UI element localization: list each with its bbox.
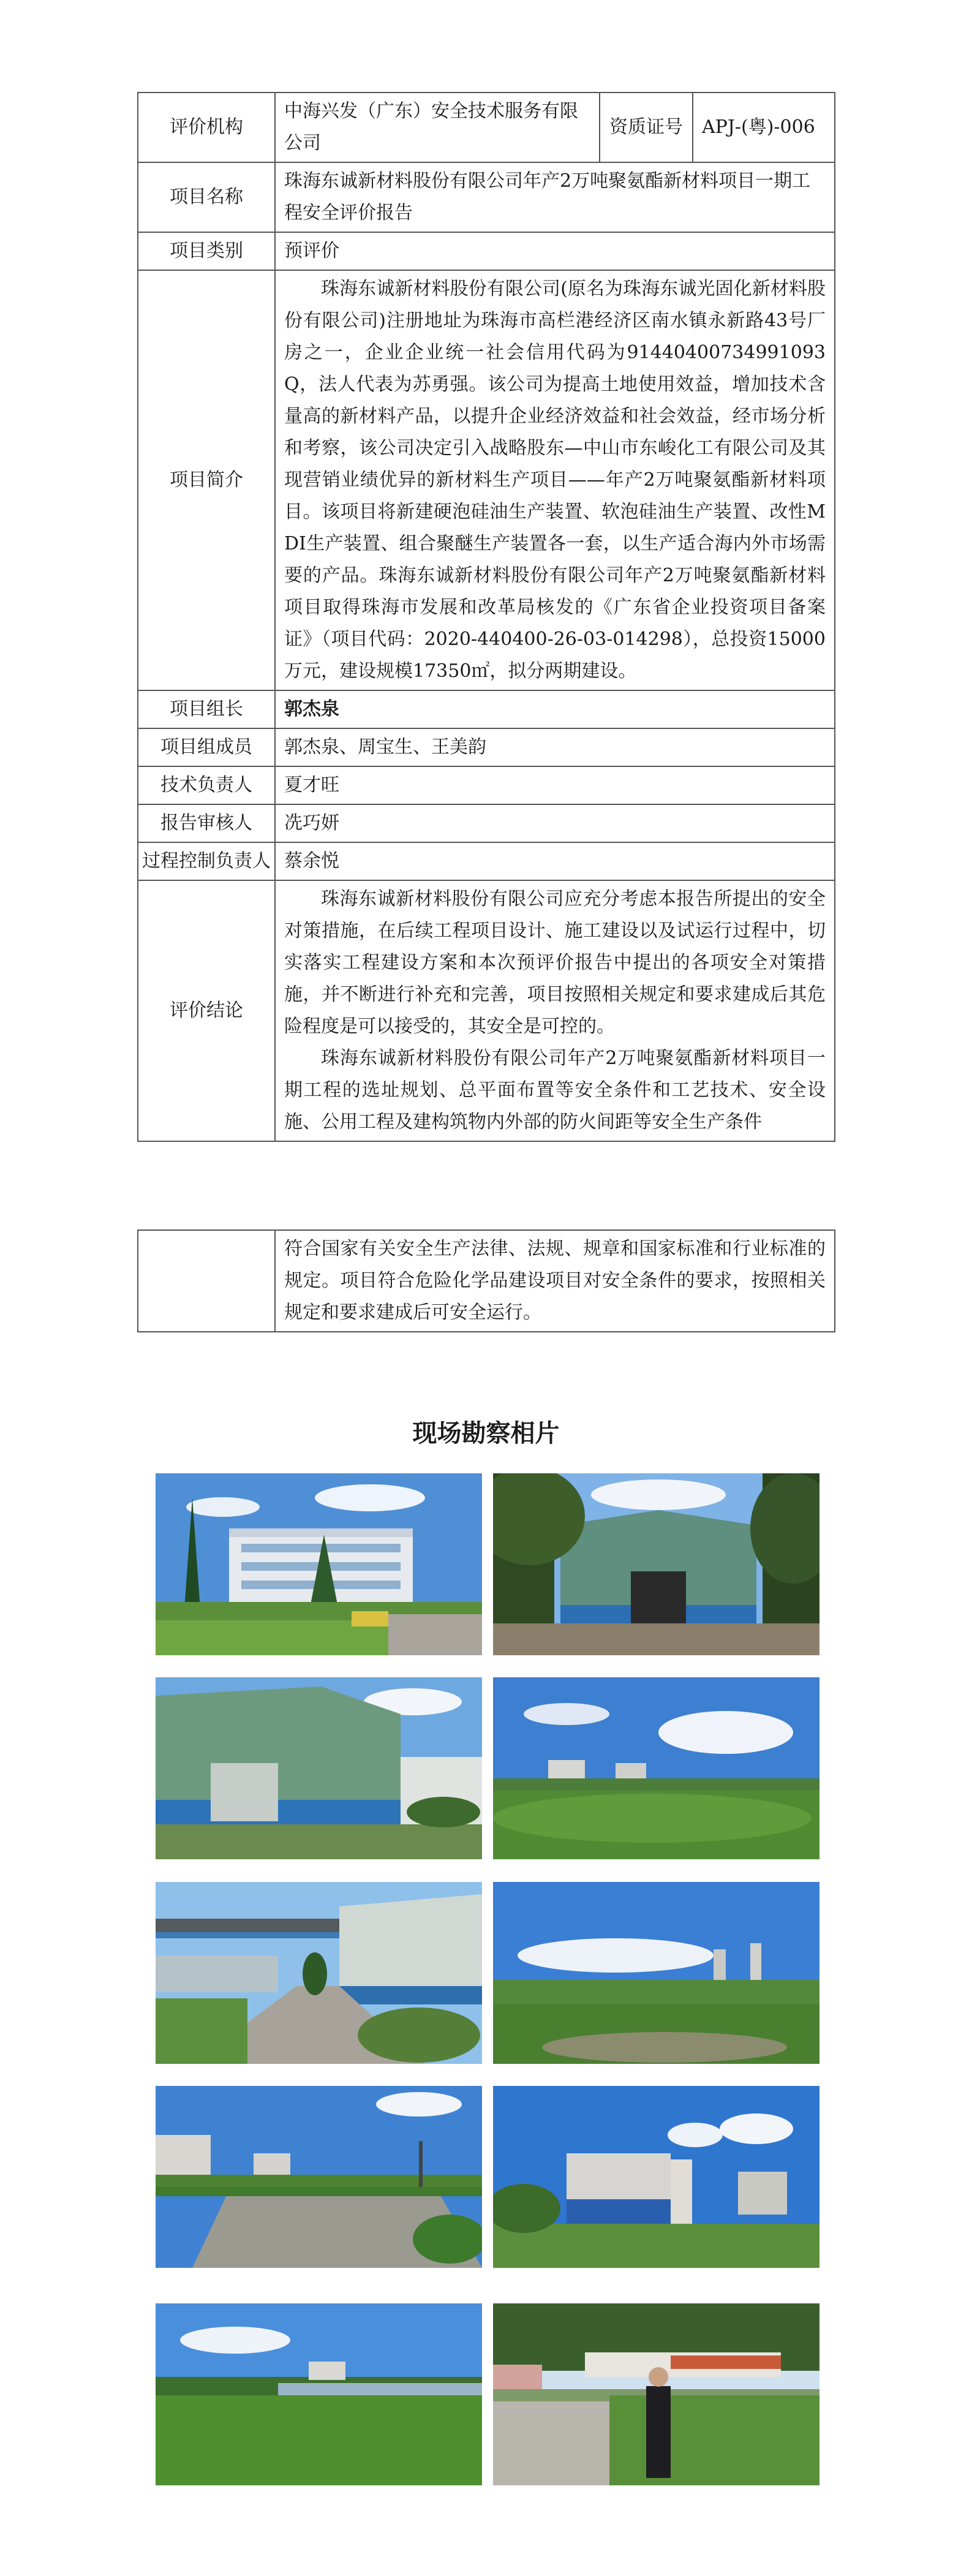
site-photo — [156, 1677, 482, 1859]
intro-text: 珠海东诚新材料股份有限公司(原名为珠海东诚光固化新材料股份有限公司)注册地址为珠海市高栏港经济区南水镇永新路43号厂房之一，企业企业统一社会信用代码为91440400734991093Q，法人代表为苏勇强。该公司为提高土地使用效益，增加技术含量高的新材料产品，以提升企业经济效益和社会效益，经市场分析和考察，该公司决定引入战略股东—中山市东峻化工有限公司及其现营销业绩优异的新材料生产项目——年产2万吨聚氨酯新材料项目。该项目将新建硬泡硅油生产装置、软泡硅油生产装置、改性MDI生产装置、组合聚醚生产装置各一套，以生产适合海内外市场需要的产品。珠海东诚新材料股份有限公司年产2万吨聚氨酯新材料项目取得珠海市发展和改革局核发的《广东省企业投资项目备案证》（项目代码：2020-440400-26-03-014298），总投资15000万元，建设规模17350㎡，拟分两期建设。 — [284, 278, 826, 682]
review-label: 报告审核人 — [138, 804, 275, 842]
site-photo — [493, 1473, 819, 1655]
leader-label: 项目组长 — [138, 690, 275, 728]
conclusion-continued-empty-label — [138, 1230, 275, 1332]
eval-org-value: 中海兴发（广东）安全技术服务有限公司 — [275, 93, 600, 162]
members-label: 项目组成员 — [138, 728, 275, 766]
process-label: 过程控制负责人 — [138, 842, 275, 880]
project-type-label: 项目类别 — [138, 232, 275, 270]
evaluation-info-table — [137, 92, 835, 1142]
conclusion-continued-table — [137, 1229, 835, 1332]
site-photo — [156, 1473, 482, 1655]
intro-cell — [275, 270, 835, 690]
cert-value: APJ-(粤)-006 — [693, 93, 835, 162]
conclusion-paragraph-2: 珠海东诚新材料股份有限公司年产2万吨聚氨酯新材料项目一期工程的选址规划、总平面布置等安全条件和工艺技术、安全设施、公用工程及建构筑物内外部的防火间距等安全生产条件 — [284, 1048, 826, 1133]
members-value: 郭杰泉、周宝生、王美韵 — [275, 728, 835, 766]
site-photos-title: 现场勘察相片 — [412, 1419, 560, 1448]
conclusion-label: 评价结论 — [138, 880, 275, 1141]
leader-value: 郭杰泉 — [275, 690, 835, 728]
site-photo — [156, 1882, 482, 2064]
intro-label: 项目简介 — [138, 270, 275, 690]
conclusion-paragraph-1: 珠海东诚新材料股份有限公司应充分考虑本报告所提出的安全对策措施，在后续工程项目设计、施工建设以及试运行过程中，切实落实工程建设方案和本次预评价报告中提出的各项安全对策措施，并不断进行补充和完善，项目按照相关规定和要求建成后其危险程度是可以接受的，其安全是可控的。 — [284, 888, 826, 1037]
conclusion-cell — [275, 880, 835, 1141]
site-photo — [493, 1677, 819, 1859]
tech-label: 技术负责人 — [138, 766, 275, 804]
site-photo — [156, 2303, 482, 2485]
site-photo — [493, 1882, 819, 2064]
project-type-value: 预评价 — [275, 232, 835, 270]
tech-value: 夏才旺 — [275, 766, 835, 804]
cert-label: 资质证号 — [600, 93, 693, 162]
site-photo — [493, 2303, 819, 2485]
conclusion-continued-text: 符合国家有关安全生产法律、法规、规章和国家标准和行业标准的规定。项目符合危险化学品建设项目对安全条件的要求，按照相关规定和要求建成后可安全运行。 — [275, 1230, 835, 1332]
site-photo — [493, 2086, 819, 2268]
project-name-value: 珠海东诚新材料股份有限公司年产2万吨聚氨酯新材料项目一期工程安全评价报告 — [275, 162, 835, 232]
project-name-label: 项目名称 — [138, 162, 275, 232]
eval-org-label: 评价机构 — [138, 93, 275, 162]
process-value: 蔡余悦 — [275, 842, 835, 880]
site-photo — [156, 2086, 482, 2268]
review-value: 冼巧妍 — [275, 804, 835, 842]
